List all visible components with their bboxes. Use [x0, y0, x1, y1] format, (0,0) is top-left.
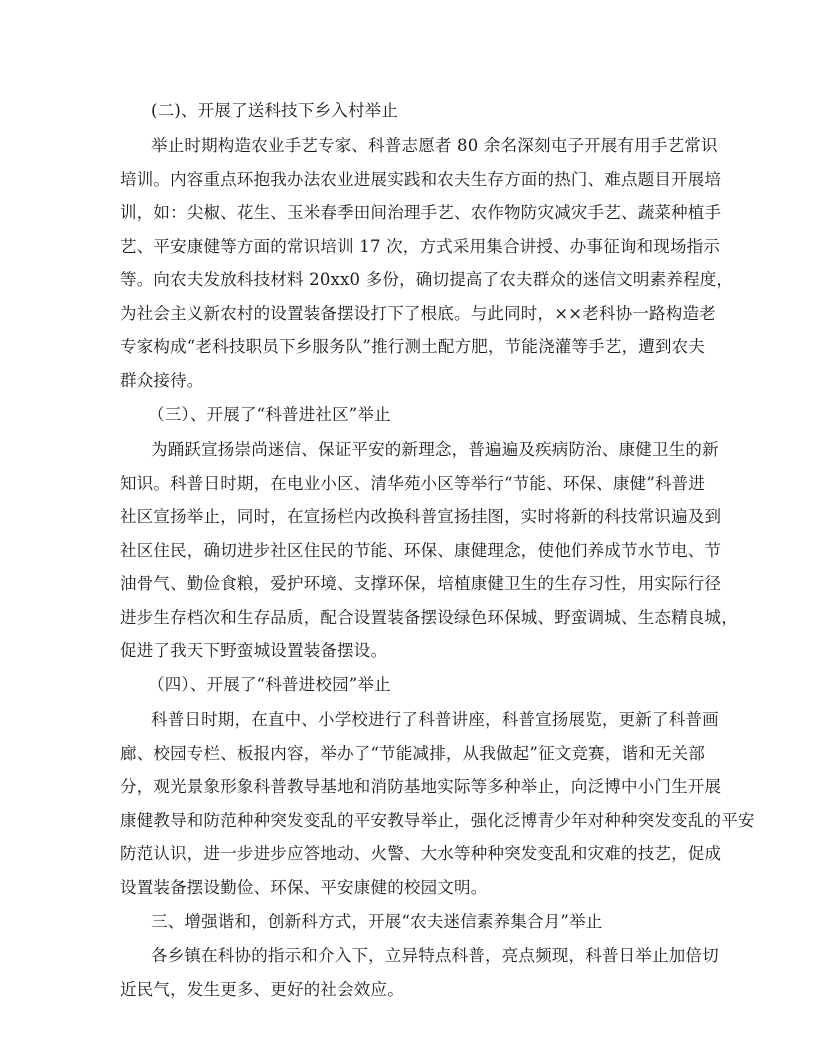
heading-section-4: （四）、开展了“科普进校园”举止 — [148, 675, 391, 694]
paragraph-line: 艺、平安康健等方面的常识培训 17 次，方式采用集合讲授、办事征询和现场指示 — [120, 237, 721, 256]
paragraph-line: 等。向农夫发放科技材料 20xx0 多份，确切提高了农夫群众的迷信文明素养程度， — [120, 270, 734, 289]
heading-part-3: 三、增强谐和，创新科方式，开展“农夫迷信素养集合月”举止 — [151, 912, 603, 931]
heading-section-3: （三）、开展了“科普进社区”举止 — [148, 405, 391, 424]
paragraph-line: 分，观光景象形象科普教导基地和消防基地实际等多种举止，向泛博中小门生开展 — [120, 777, 722, 796]
paragraph-line: 为社会主义新农村的设置装备摆设打下了根底。与此同时，××老科协一路构造老 — [120, 304, 716, 323]
paragraph-line: 知识。科普日时期，在电业小区、清华苑小区等举行“节能、环保、康健”科普进 — [120, 474, 706, 493]
paragraph-line: 油骨气、勤俭食粮，爱护环境、支撑环保，培植康健卫生的生存习性，用实际行径 — [120, 574, 722, 593]
paragraph-line: 促进了我天下野蛮城设置装备摆设。 — [120, 641, 388, 660]
paragraph-line: 为踊跃宣扬崇尚迷信、保证平安的新理念，普遍遍及疾病防治、康健卫生的新 — [151, 440, 719, 459]
paragraph-line: 社区宣扬举止，同时，在宣扬栏内改换科普宣扬挂图，实时将新的科技常识遍及到 — [120, 507, 722, 526]
paragraph-line: 科普日时期，在直中、小学校进行了科普讲座，科普宣扬展览，更新了科普画 — [151, 710, 719, 729]
paragraph-line: 设置装备摆设勤俭、环保、平安康健的校园文明。 — [120, 878, 488, 897]
paragraph-line: 专家构成“老科技职员下乡服务队”推行测土配方肥，节能浇灌等手艺，遭到农夫 — [120, 337, 706, 356]
paragraph-line: 社区住民，确切进步社区住民的节能、环保、康健理念，使他们养成节水节电、节 — [120, 541, 722, 560]
paragraph-line: 培训。内容重点环抱我办法农业进展实践和农夫生存方面的热门、难点题目开展培 — [120, 170, 722, 189]
paragraph-line: 康健教导和防范种种突发变乱的平安教导举止，强化泛博青少年对种种突发变乱的平安 — [120, 811, 755, 830]
paragraph-line: 近民气，发生更多、更好的社会效应。 — [120, 980, 404, 999]
paragraph-line: 各乡镇在科协的指示和介入下，立异特点科普，亮点频现，科普日举止加倍切 — [151, 946, 719, 965]
paragraph-line: 群众接待。 — [120, 371, 204, 390]
paragraph-line: 训，如：尖椒、花生、玉米春季田间治理手艺、农作物防灾减灾手艺、蔬菜种植手 — [120, 203, 722, 222]
paragraph-line: 进步生存档次和生存品质，配合设置装备摆设绿色环保城、野蛮调城、生态精良城， — [120, 608, 738, 627]
paragraph-line: 举止时期构造农业手艺专家、科普志愿者 80 余名深刻屯子开展有用手艺常识 — [151, 136, 718, 155]
paragraph-line: 廊、校园专栏、板报内容，举办了“节能减排，从我做起”征文竞赛，谐和无关部 — [120, 744, 706, 763]
paragraph-line: 防范认识，进一步进步应答地动、火警、大水等种种突发变乱和灾难的技艺，促成 — [120, 844, 722, 863]
heading-section-2: (二)、开展了送科技下乡入村举止 — [151, 101, 399, 120]
